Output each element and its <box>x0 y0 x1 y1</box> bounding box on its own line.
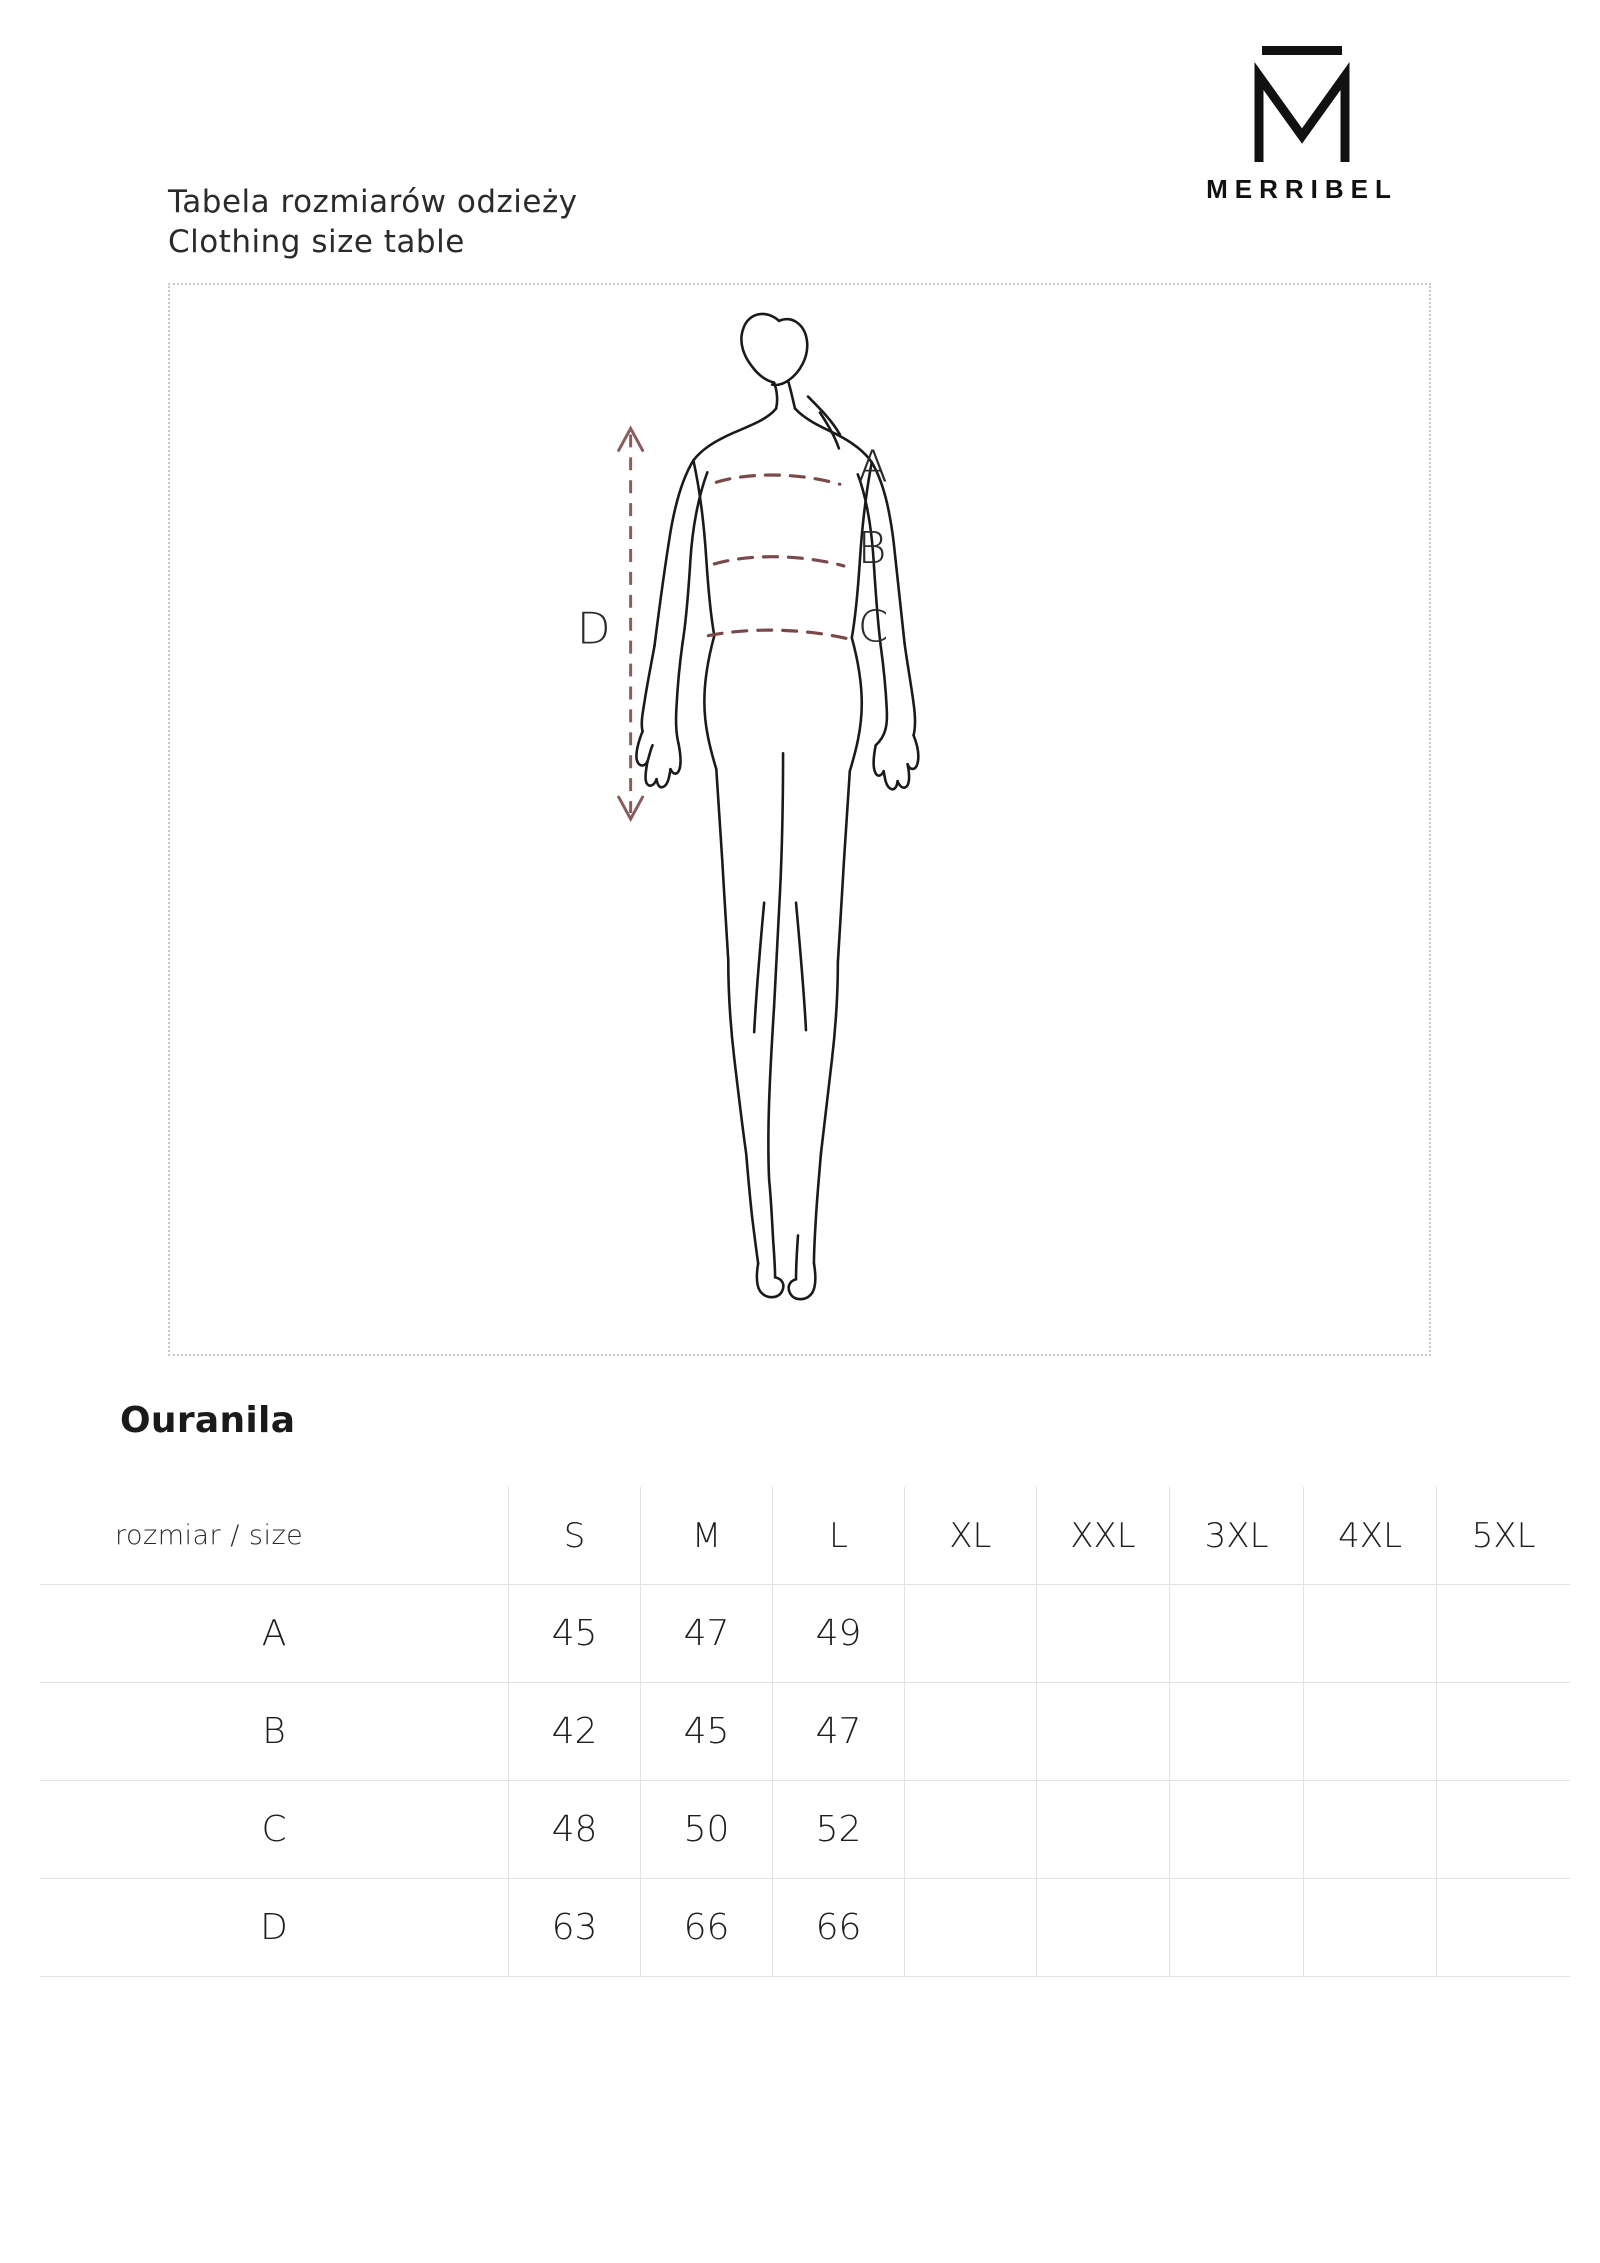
table-col-header-4xl: 4XL <box>1303 1487 1437 1585</box>
cell-b-l: 47 <box>772 1683 904 1781</box>
cell-b-5xl <box>1437 1683 1570 1781</box>
cell-a-s: 45 <box>509 1585 641 1683</box>
row-label-c: C <box>40 1781 509 1879</box>
cell-d-l: 66 <box>772 1879 904 1977</box>
cell-d-xxl <box>1036 1879 1170 1977</box>
product-name: Ouranila <box>120 1400 296 1441</box>
table-row <box>40 1879 1570 1977</box>
table-col-header-m: M <box>641 1487 773 1585</box>
table-col-header-3xl: 3XL <box>1170 1487 1304 1585</box>
merribel-m-logo-icon <box>1237 40 1367 170</box>
cell-c-s: 48 <box>509 1781 641 1879</box>
page-title <box>168 183 578 262</box>
table-row <box>40 1585 1570 1683</box>
cell-c-xxl <box>1036 1781 1170 1879</box>
row-label-d: D <box>40 1879 509 1977</box>
cell-d-m: 66 <box>641 1879 773 1977</box>
measure-label-d: D <box>576 603 611 655</box>
cell-a-l: 49 <box>772 1585 904 1683</box>
female-body-outline-illustration-icon <box>170 285 1429 1354</box>
table-row-header-label: rozmiar / size <box>40 1487 509 1585</box>
measure-line-a <box>716 475 840 484</box>
cell-a-m: 47 <box>641 1585 773 1683</box>
cell-b-s: 42 <box>509 1683 641 1781</box>
table-row <box>40 1683 1570 1781</box>
table-col-header-xl: XL <box>904 1487 1036 1585</box>
table-header-row <box>40 1487 1570 1585</box>
cell-d-3xl <box>1170 1879 1304 1977</box>
table-row <box>40 1781 1570 1879</box>
measure-line-b <box>714 557 844 566</box>
cell-a-4xl <box>1303 1585 1437 1683</box>
cell-a-3xl <box>1170 1585 1304 1683</box>
measure-label-a: A <box>857 441 888 493</box>
cell-b-m: 45 <box>641 1683 773 1781</box>
cell-d-xl <box>904 1879 1036 1977</box>
cell-c-m: 50 <box>641 1781 773 1879</box>
cell-c-3xl <box>1170 1781 1304 1879</box>
cell-a-5xl <box>1437 1585 1570 1683</box>
brand-logo <box>1152 40 1452 205</box>
table-col-header-l: L <box>772 1487 904 1585</box>
brand-name: MERRIBEL <box>1206 174 1398 204</box>
cell-a-xl <box>904 1585 1036 1683</box>
cell-a-xxl <box>1036 1585 1170 1683</box>
table-col-header-5xl: 5XL <box>1437 1487 1570 1585</box>
cell-d-4xl <box>1303 1879 1437 1977</box>
page-title-en: Clothing size table <box>168 223 465 260</box>
table-col-header-s: S <box>509 1487 641 1585</box>
cell-b-xxl <box>1036 1683 1170 1781</box>
measure-label-c: C <box>857 601 889 653</box>
cell-b-4xl <box>1303 1683 1437 1781</box>
measure-label-b: B <box>857 522 887 574</box>
row-label-b: B <box>40 1683 509 1781</box>
cell-c-l: 52 <box>772 1781 904 1879</box>
cell-c-5xl <box>1437 1781 1570 1879</box>
measure-line-c <box>708 630 851 640</box>
cell-c-4xl <box>1303 1781 1437 1879</box>
cell-b-3xl <box>1170 1683 1304 1781</box>
size-table <box>40 1487 1570 1977</box>
page-title-pl: Tabela rozmiarów odzieży <box>168 184 578 220</box>
figure-illustration-box <box>168 283 1431 1356</box>
table-col-header-xxl: XXL <box>1036 1487 1170 1585</box>
cell-b-xl <box>904 1683 1036 1781</box>
cell-d-5xl <box>1437 1879 1570 1977</box>
row-label-a: A <box>40 1585 509 1683</box>
cell-c-xl <box>904 1781 1036 1879</box>
cell-d-s: 63 <box>509 1879 641 1977</box>
